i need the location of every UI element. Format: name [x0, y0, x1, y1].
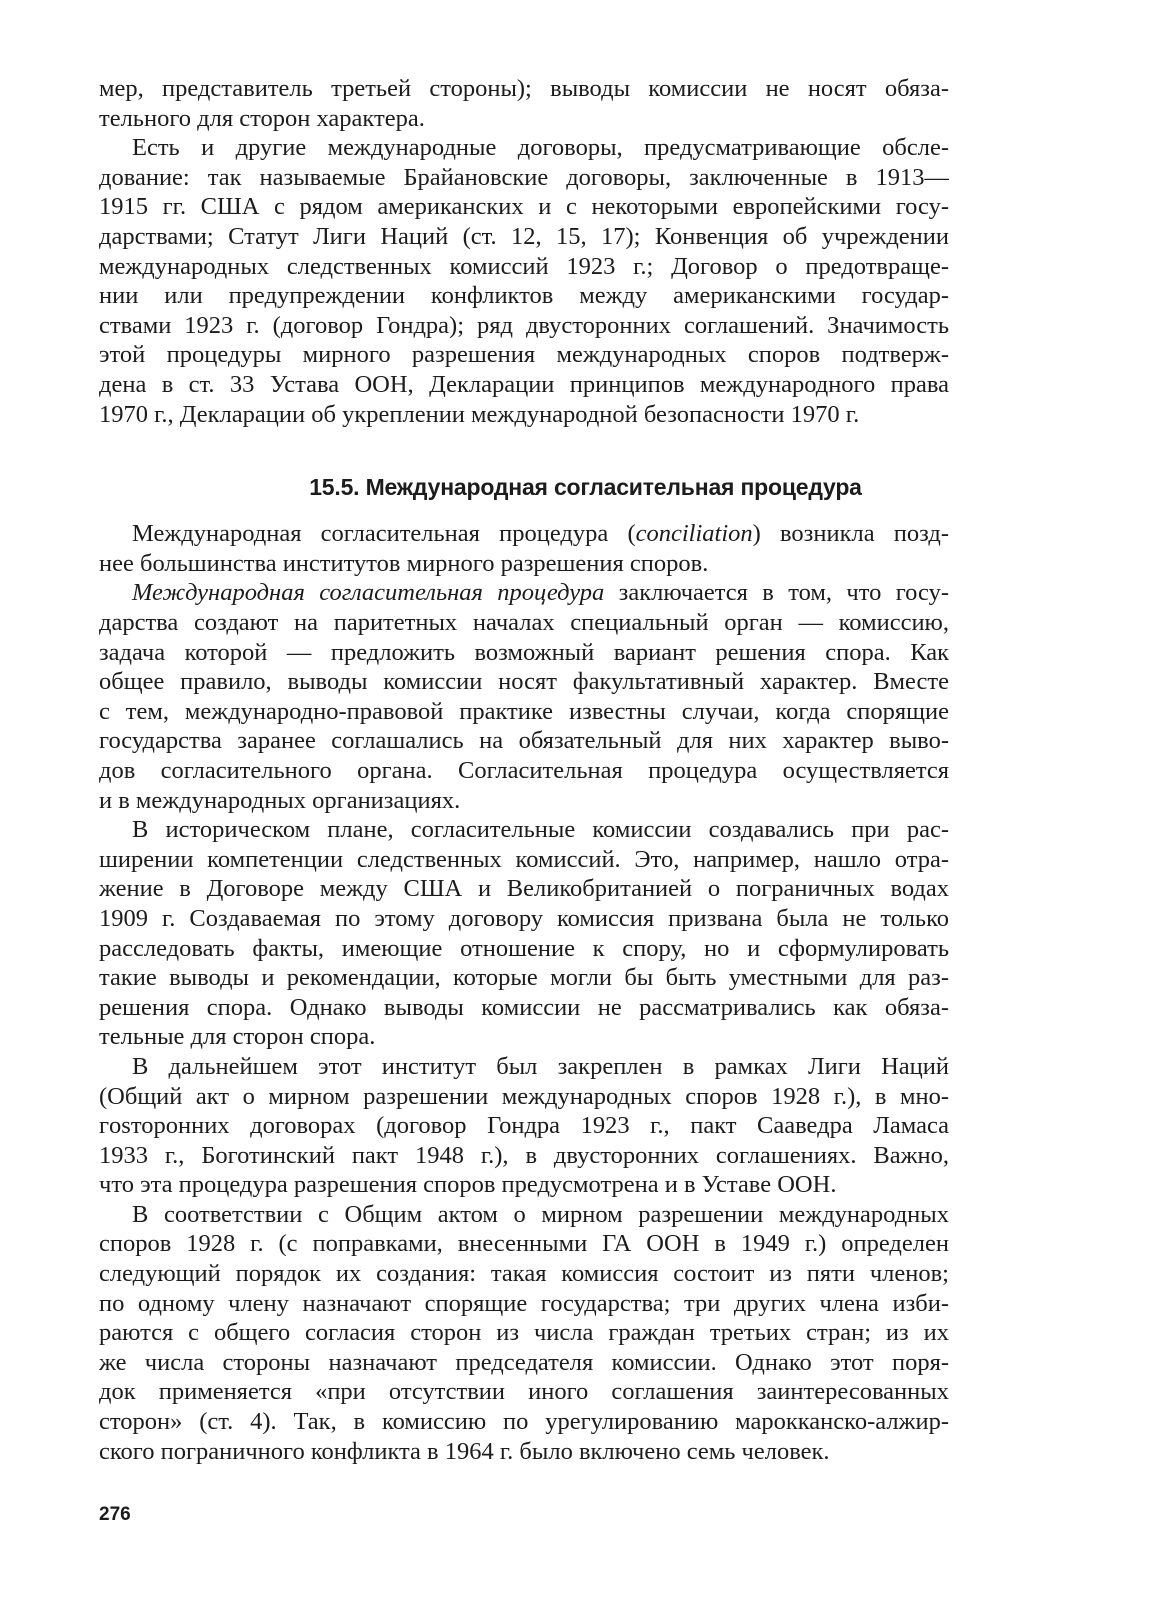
text-line: такие выводы и рекомендации, которые могли бы быть уместными для раз-	[99, 964, 949, 992]
text-run: заключается в том, что госу-	[604, 579, 949, 607]
text-line: сторон» (ст. 4). Так, в комиссию по урегулированию марокканско-алжир-	[99, 1408, 949, 1436]
text-line: тельные для сторон спора.	[99, 1023, 376, 1051]
text-line: Есть и другие международные договоры, предусматривающие обсле-	[132, 134, 949, 162]
italic-term: Международная согласительная процедура	[132, 579, 605, 607]
text-line: общее правило, выводы комиссии носят факультативный характер. Вместе	[99, 668, 949, 696]
text-line: 1933 г., Боготинский пакт 1948 г.), в двусторонних соглашениях. Важно,	[99, 1141, 949, 1169]
text-line: споров 1928 г. (с поправками, внесенными ГА ООН в 1949 г.) определен	[99, 1230, 949, 1258]
text-line: гosторонних договорах (договор Гондра 1923 г., пакт Сааведра Ламаса	[99, 1112, 949, 1140]
text-line: 1909 г. Создаваемая по этому договору комиссия призвана была не только	[99, 904, 949, 932]
text-line: тельного для сторон характера.	[99, 104, 425, 132]
text-line: нии или предупреждении конфликтов между американскими государ-	[99, 282, 949, 310]
text-line: ширении компетенции следственных комиссий. Это, например, нашло отра-	[99, 845, 949, 873]
text-line: ствами 1923 г. (договор Гондра); ряд двусторонних соглашений. Значимость	[99, 311, 949, 339]
text-line: (Общий акт о мирном разрешении международных споров 1928 г.), в мно-	[99, 1082, 949, 1110]
text-line: дарствами; Статут Лиги Наций (ст. 12, 15, 17); Конвенция об учреждении	[99, 222, 949, 250]
text-line: ского пограничного конфликта в 1964 г. было включено семь человек.	[99, 1437, 830, 1465]
text-line: В историческом плане, согласительные комиссии создавались при рас-	[132, 816, 949, 844]
text-line: и в международных организациях.	[99, 786, 461, 814]
text-line: 1915 гг. США с рядом американских и с некоторыми европейскими госу-	[99, 193, 949, 221]
text-line: раются с общего согласия сторон из числа граждан третьих стран; из их	[99, 1319, 949, 1347]
text-line: что эта процедура разрешения споров предусмотрена и в Уставе ООН.	[99, 1171, 837, 1199]
paragraph-group-inquiry	[99, 74, 949, 429]
text-line: мер, представитель третьей стороны); выводы комиссии не носят обяза-	[99, 75, 949, 102]
section-heading: 15.5. Международная согласительная процедура	[309, 474, 862, 500]
text-line: международных следственных комиссий 1923 г.; Договор о предотвраще-	[99, 252, 949, 280]
text-line: дов согласительного органа. Согласительная процедура осуществляется	[99, 756, 949, 784]
text-line	[99, 519, 949, 549]
text-line: этой процедуры мирного разрешения международных споров подтверж-	[99, 341, 949, 369]
page-number: 276	[99, 1504, 131, 1525]
paragraph-group-conciliation-intro	[99, 519, 949, 608]
text-line: нее большинства институтов мирного разрешения споров.	[99, 549, 709, 577]
text-line: задача которой — предложить возможный вариант решения спора. Как	[99, 638, 949, 666]
text-line	[99, 578, 949, 608]
paragraph-group-conciliation-history	[99, 608, 949, 1466]
text-line: В дальнейшем этот институт был закреплен в рамках Лиги Наций	[132, 1052, 949, 1080]
text-line: следующий порядок их создания: такая комиссия состоит из пяти членов;	[99, 1260, 949, 1288]
text-line: жение в Договоре между США и Великобританией о пограничных водах	[99, 875, 949, 903]
text-line: государства заранее соглашались на обязательный для них характер выво-	[99, 727, 949, 755]
text-line: решения спора. Однако выводы комиссии не рассматривались как обяза-	[99, 993, 949, 1021]
text-line: по одному члену назначают спорящие государства; три других члена изби-	[99, 1289, 949, 1317]
text-line: док применяется «при отсутствии иного соглашения заинтересованных	[99, 1378, 949, 1406]
text-line: расследовать факты, имеющие отношение к спору, но и сформулировать	[99, 934, 949, 962]
text-line: 1970 г., Декларации об укреплении международной безопасности 1970 г.	[99, 400, 860, 428]
text-line: дование: так называемые Брайановские договоры, заключенные в 1913—	[99, 163, 949, 191]
italic-term: conciliation	[635, 520, 753, 547]
text-line: дарства создают на паритетных началах специальный орган — комиссию,	[99, 609, 949, 636]
text-line: В соответствии с Общим актом о мирном разрешении международных	[132, 1200, 949, 1228]
text-line: дена в ст. 33 Устава ООН, Декларации принципов международного права	[99, 370, 949, 398]
text-run: ) возникла позд-	[752, 520, 949, 547]
text-line: с тем, международно-правовой практике известны случаи, когда спорящие	[99, 697, 949, 725]
text-run: Международная согласительная процедура (	[132, 520, 636, 547]
text-line: же числа стороны назначают председателя комиссии. Однако этот поря-	[99, 1348, 949, 1376]
